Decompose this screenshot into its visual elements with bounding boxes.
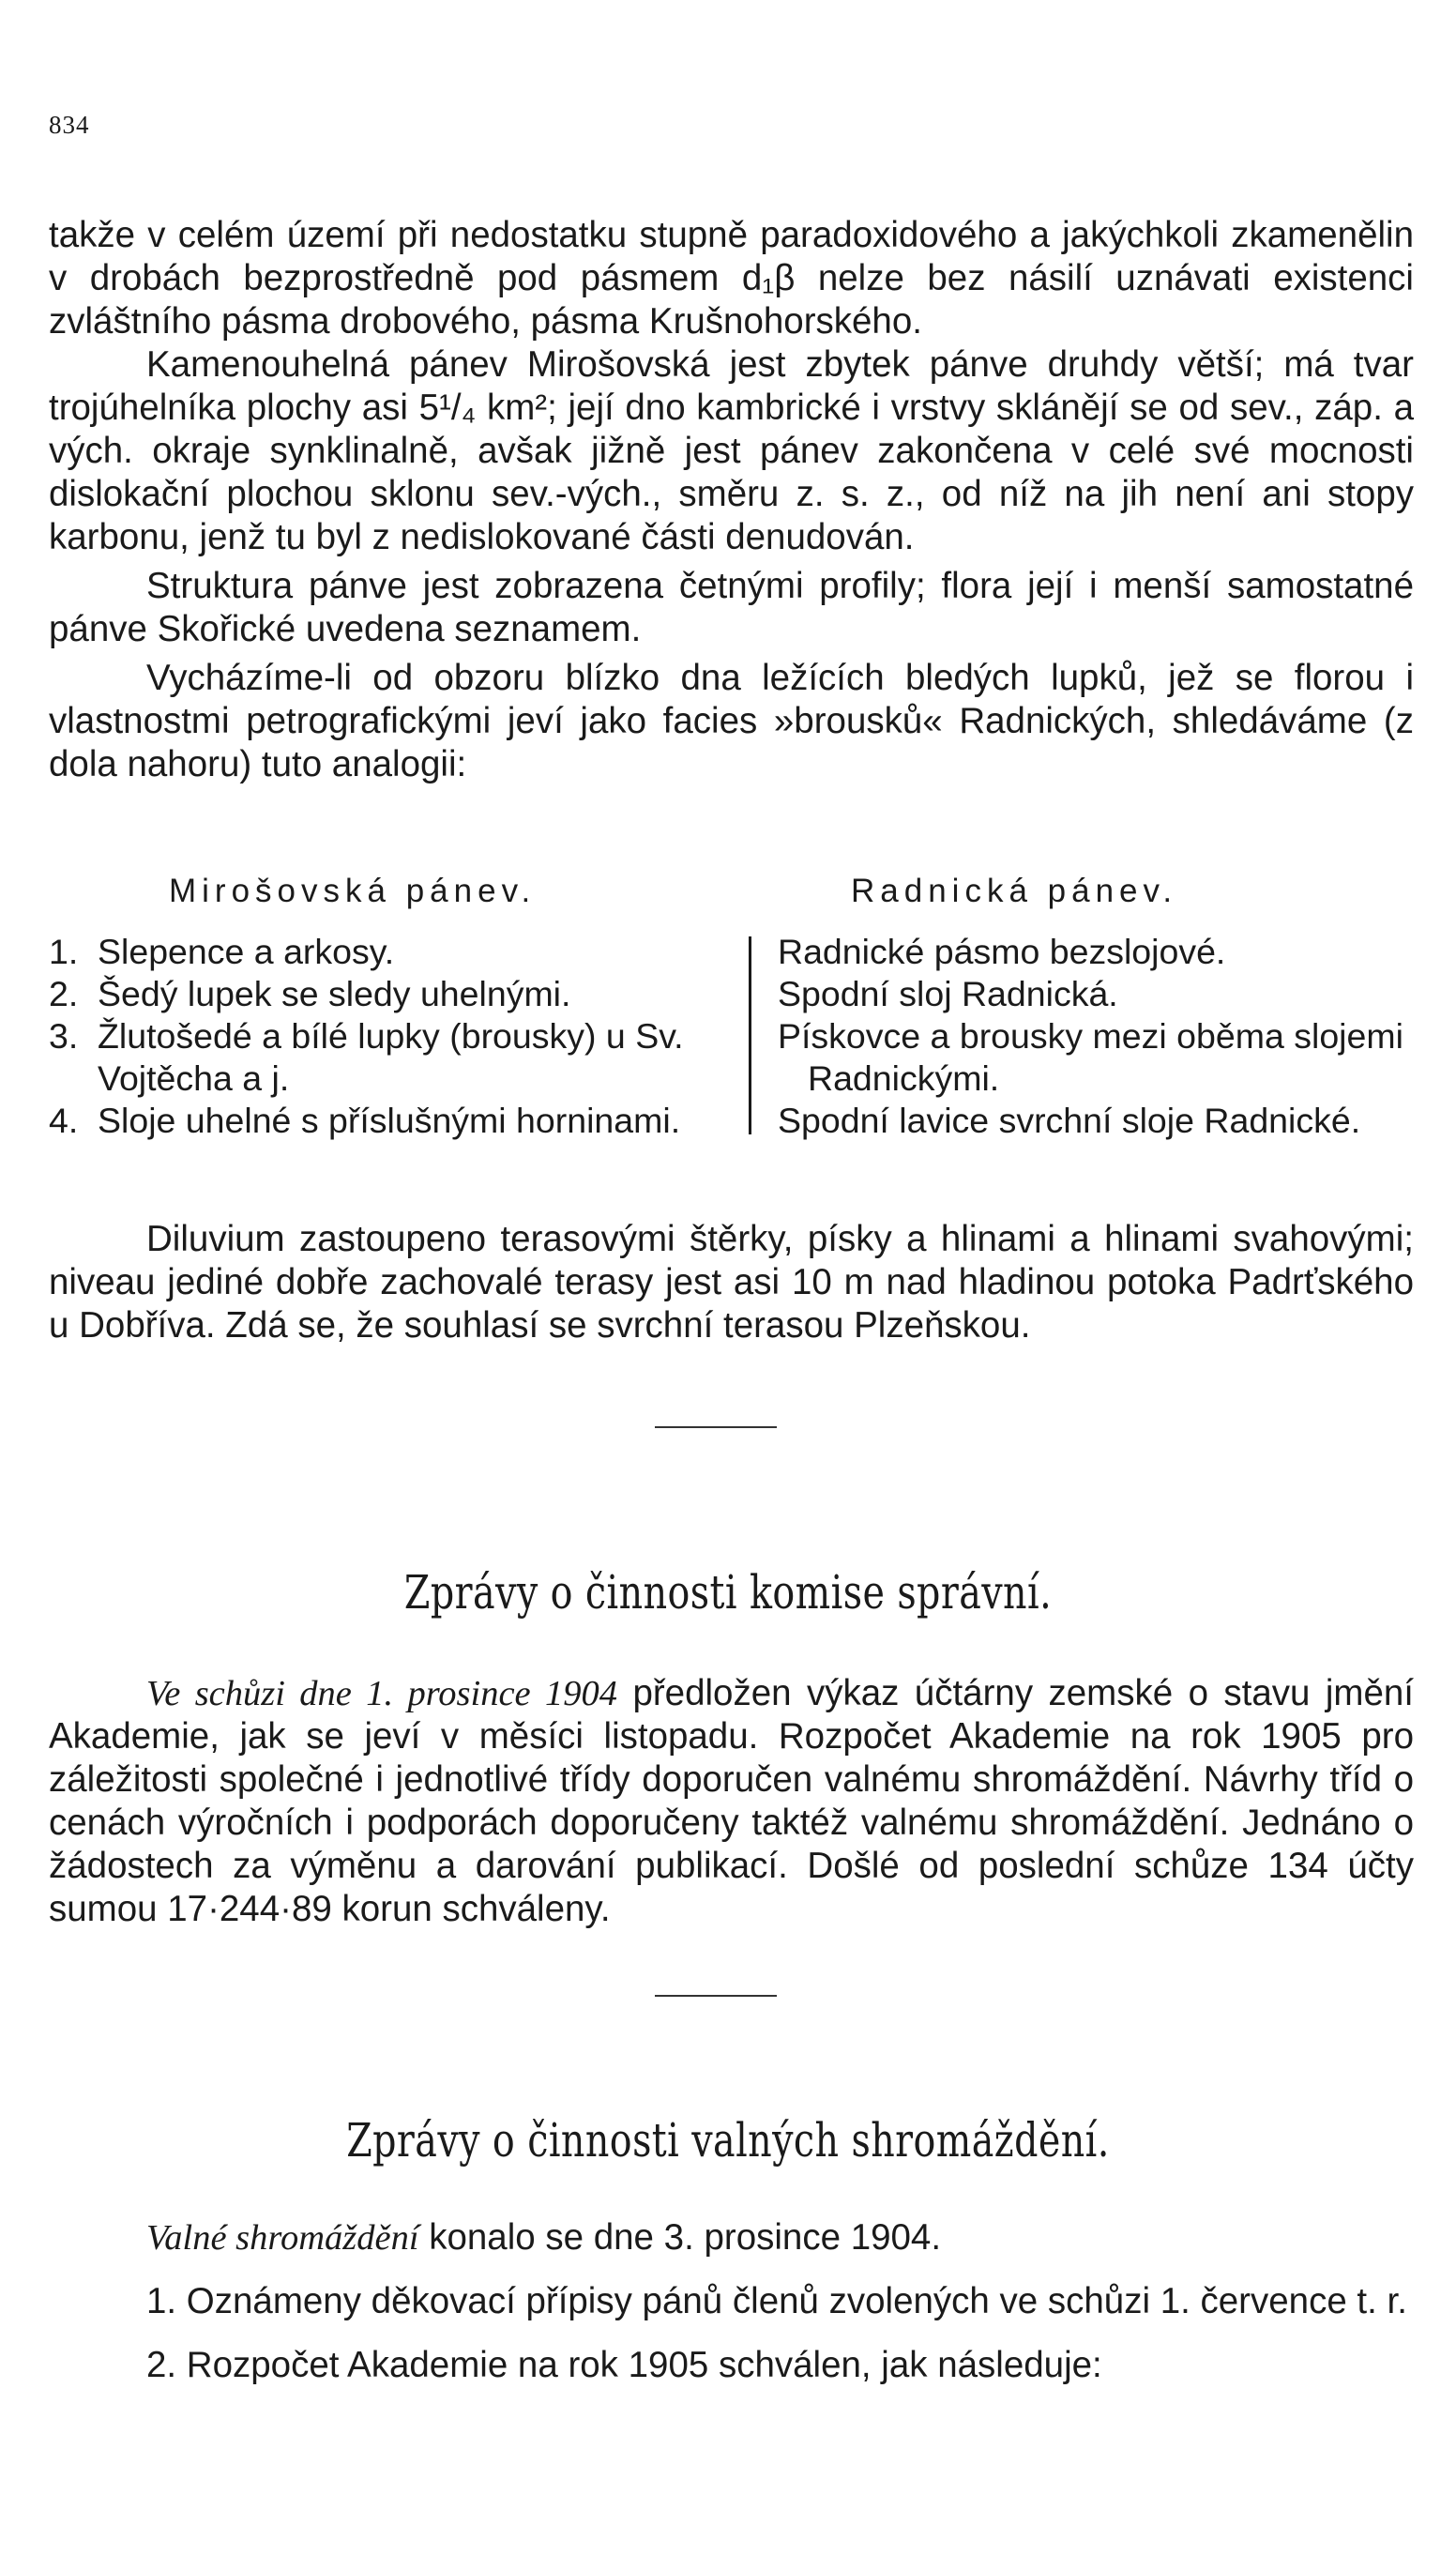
- diluvium-paragraph: Diluvium zastoupeno terasovými štěrky, písky a hlinami a hlinami svahovými; niveau jediné dobře zachovalé terasy jest asi 10 m nad hladinou potoka Padrťského u Dobříva. Zdá se, že souhlasí se svrchní terasou Plzeňskou.: [49, 1219, 1414, 1346]
- right-column-title: Radnická pánev.: [851, 873, 1178, 909]
- comparison-header: [49, 873, 1414, 910]
- item-number: 1.: [49, 932, 79, 971]
- right-item: Spodní sloj Radnická.: [778, 974, 1118, 1013]
- diluvium-text: [49, 1218, 1414, 1347]
- comparison-table: [49, 873, 1414, 1142]
- left-item: [49, 973, 722, 1015]
- section-2-lead-paragraph: [49, 2216, 1414, 2259]
- left-item: [49, 931, 722, 973]
- intro-paragraph-1: takže v celém území při nedostatku stupně paradoxidového a jakýchkoli zkamenělin v drobách bezprostředně pod pásmem d₁β nelze bez násilí uznávati existenci zvláštního pásma drobového, pásma Krušnohorského.: [49, 215, 1414, 342]
- left-item: [49, 1100, 722, 1142]
- intro-paragraph-3: Struktura pánve jest zobrazena četnými profily; flora její i menší samostatné pánve Skořické uvedena seznamem.: [49, 566, 1414, 649]
- intro-paragraph-4: Vycházíme-li od obzoru blízko dna ležících bledých lupků, jež se florou i vlastnostmi petrografickými jeví jako facies »brousků« Radnických, shledáváme (z dola nahoru) tuto analogii:: [49, 658, 1414, 784]
- item-text: Žlutošedé a bílé lupky (brousky) u Sv. Vojtěcha a j.: [98, 1016, 684, 1098]
- section-2-heading: Zprávy o činnosti valných shromáždění.: [346, 2113, 1110, 2168]
- item-number: 3.: [49, 1016, 79, 1056]
- intro-text: [49, 214, 1414, 786]
- left-item: [49, 1015, 722, 1100]
- section-1-heading: Zprávy o činnosti komise správní.: [403, 1565, 1053, 1620]
- left-column-title: Mirošovská pánev.: [169, 873, 537, 909]
- right-item: Spodní lavice svrchní sloje Radnické.: [778, 1101, 1361, 1140]
- section-2-lead-rest: konalo se dne 3. prosince 1904.: [418, 2217, 942, 2258]
- section-2-item-1: 1. Oznámeny děkovací přípisy pánů členů zvolených ve schůzi 1. července t. r.: [146, 2281, 1407, 2321]
- section-2-item-2: 2. Rozpočet Akademie na rok 1905 schválen, jak následuje:: [146, 2345, 1102, 2385]
- item-text: Šedý lupek se sledy uhelnými.: [98, 974, 571, 1013]
- item-number: 4.: [49, 1101, 79, 1140]
- item-text: Sloje uhelné s příslušnými horninami.: [98, 1101, 681, 1140]
- section-2-lead: Valné shromáždění: [146, 2218, 419, 2258]
- item-number: 2.: [49, 974, 79, 1013]
- right-item: Pískovce a brousky mezi oběma slojemi Radnickými.: [778, 1016, 1403, 1098]
- section-2-text: [49, 2216, 1414, 2387]
- section-divider: [655, 1426, 777, 1428]
- section-divider: [655, 1995, 777, 1997]
- section-1-body: předložen výkaz účtárny zemské o stavu jmění Akademie, jak se jeví v měsíci listopadu. Rozpočet Akademie na rok 1905 pro záležitosti společné i jednotlivé třídy doporučen valnému shromáždění. Návrhy tříd o cenách výročních i podporách doporučeny taktéž valnému shromáždění. Jednáno o žádostech za výměnu a darování publikací. Došlé od poslední schůze 134 účty sumou 17·244·89 korun schváleny.: [49, 1673, 1415, 1929]
- section-1-lead: Ve schůzi dne 1. prosince 1904: [146, 1674, 618, 1713]
- section-1-paragraph: [49, 1672, 1414, 1931]
- right-column: [778, 931, 1414, 1142]
- item-text: Slepence a arkosy.: [98, 932, 395, 971]
- left-column: [49, 931, 722, 1142]
- section-1-text: [49, 1672, 1414, 1931]
- page-number: 834: [49, 111, 90, 139]
- intro-paragraph-2: Kamenouhelná pánev Mirošovská jest zbytek pánve druhdy větší; má tvar trojúhelníka plochy asi 5¹/₄ km²; její dno kambrické i vrstvy sklánějí se od sev., záp. a vých. okraje synklinalně, avšak jižně jest pánev zakončena v celé své mocnosti dislokační plochou sklonu sev.-vých., směru z. s. z., od níž na jih není ani stopy karbonu, jenž tu byl z nedislokované části denudován.: [49, 344, 1414, 557]
- column-divider: [749, 936, 751, 1134]
- right-item: Radnické pásmo bezslojové.: [778, 932, 1226, 971]
